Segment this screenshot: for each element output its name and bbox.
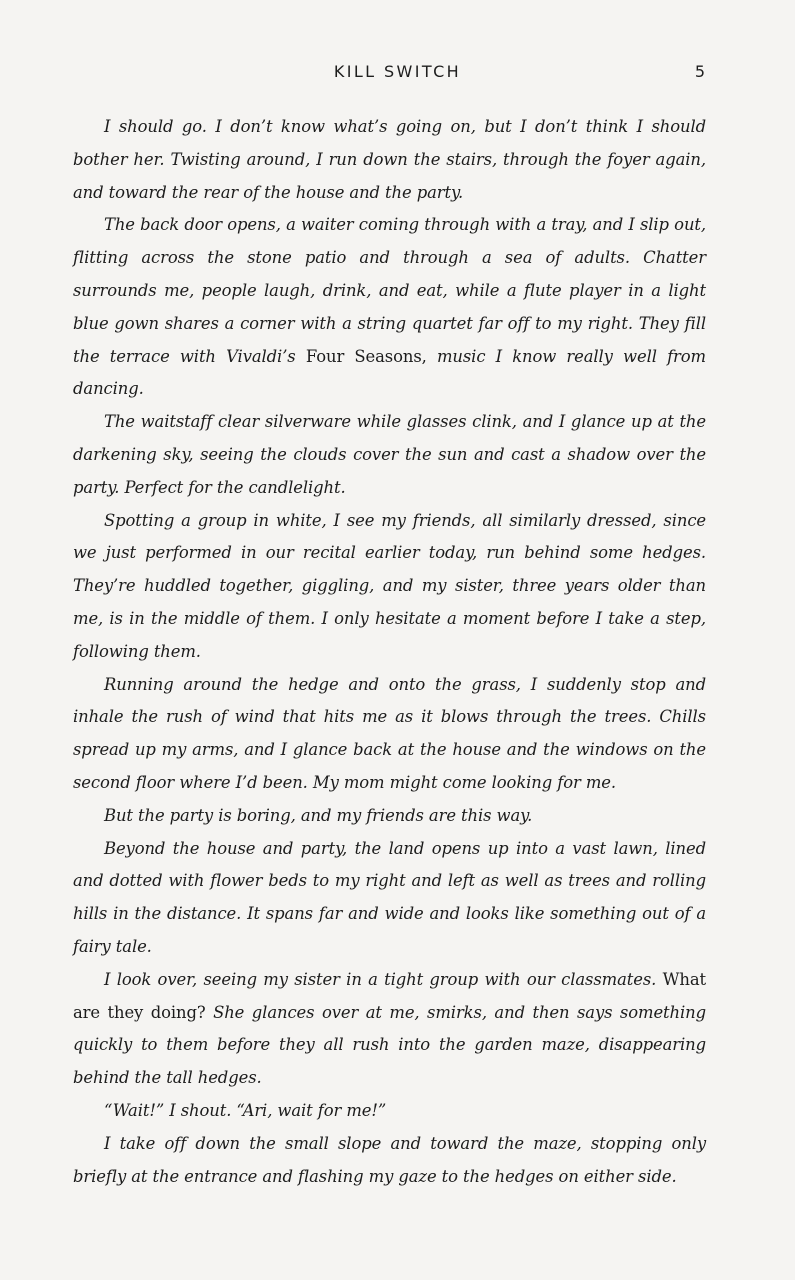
running-head [0, 60, 795, 88]
paragraph-8-text-a: I look over, seeing my sister in a tight group with our classmates. [104, 969, 663, 989]
paragraph-5: Running around the hedge and onto the grass, I suddenly stop and inhale the rush of wind that hits me as it blows through the trees. Chills spread up my arms, and I glance back at the house and the windows on the second floor where I’d been. My mom might come looking for me. [73, 674, 706, 792]
paragraph-9: “Wait!” I shout. “Ari, wait for me!” [104, 1100, 387, 1120]
paragraph-8-text-b: She glances over at me, smirks, and then says something quickly to them before they all rush into the garden maze, disappearing behind the tall hedges. [73, 1002, 706, 1088]
page-number: 5 [694, 62, 705, 81]
music-title: Four Seasons, [305, 346, 427, 366]
paragraph-3: The waitstaff clear silverware while glasses clink, and I glance up at the darkening sky, seeing the clouds cover the sun and cast a shadow over the party. Perfect for the candlelight. [73, 412, 706, 497]
paragraph-2 [73, 209, 706, 406]
inner-thought: What are they doing? [73, 969, 706, 1022]
body-text [73, 111, 706, 1193]
paragraph-8 [73, 964, 706, 1095]
paragraph-7: Beyond the house and party, the land opens up into a vast lawn, lined and dotted with flower beds to my right and left as well as trees and rolling hills in the distance. It spans far and wide and looks like something out of a fairy tale. [73, 838, 706, 956]
paragraph-10: I take off down the small slope and toward the maze, stopping only briefly at the entrance and flashing my gaze to the hedges on either side. [73, 1133, 706, 1186]
paragraph-1: I should go. I don’t know what’s going on, but I don’t think I should bother her. Twisting around, I run down the stairs, through the foyer again, and toward the rear of the house and the party. [73, 117, 706, 202]
book-title: KILL SWITCH [333, 62, 462, 81]
paragraph-2-text-b: music I know really well from dancing. [73, 346, 706, 399]
paragraph-4: Spotting a group in white, I see my friends, all similarly dressed, since we just performed in our recital earlier today, run behind some hedges. They’re huddled together, giggling, and my sister, three years older than me, is in the middle of them. I only hesitate a moment before I take a step, following them. [73, 510, 706, 661]
paragraph-6: But the party is boring, and my friends are this way. [104, 805, 533, 825]
paragraph-2-text-a: The back door opens, a waiter coming through with a tray, and I slip out, flitting across the stone patio and through a sea of adults. Chatter surrounds me, people laugh, drink, and eat, while a flute player in a light blue gown shares a corner with a string quartet far off to my right. They fill the terrace with Vivaldi’s [73, 215, 706, 366]
